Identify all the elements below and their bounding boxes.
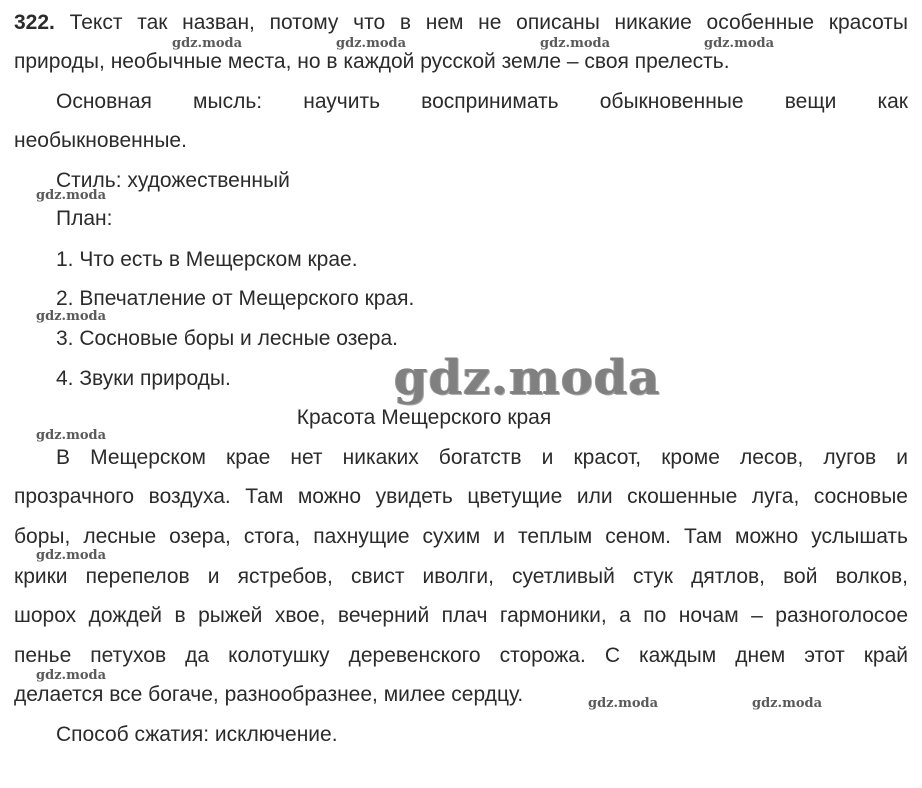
intro-line-2: природы, необычные места, но в каждой русской земле – своя прелесть. — [14, 50, 730, 73]
style-line: Стиль: художественный — [56, 169, 290, 192]
watermark: gdz.moda — [36, 428, 107, 443]
watermark: gdz.moda — [752, 696, 823, 711]
watermark: gdz.moda — [36, 548, 107, 563]
watermark: gdz.moda — [36, 309, 107, 324]
body-line-1: В Мещерском крае нет никаких богатств и красот, кроме лесов, лугов и — [56, 446, 908, 469]
watermark: gdz.moda — [588, 696, 659, 711]
main-idea-line-2: необыкновенные. — [14, 129, 187, 152]
watermark-large: gdz.moda — [394, 350, 661, 406]
watermark: gdz.moda — [172, 36, 243, 51]
plan-item-3: 3. Сосновые боры и лесные озера. — [56, 327, 398, 350]
text-title: Красота Мещерского края — [296, 406, 552, 429]
body-line-5: шорох дождей в рыжей хвое, вечерний плач гармоники, а по ночам – разноголосое — [14, 604, 908, 627]
watermark: gdz.moda — [36, 668, 107, 683]
plan-item-4: 4. Звуки природы. — [56, 367, 231, 390]
intro-line-1 — [14, 10, 908, 36]
body-line-3: боры, лесные озера, стога, пахнущие сухим и теплым сеном. Там можно услышать — [14, 525, 908, 548]
watermark: gdz.moda — [704, 36, 775, 51]
body-line-4: крики перепелов и ястребов, свист иволги, суетливый стук дятлов, вой волков, — [14, 565, 908, 588]
watermark: gdz.moda — [36, 188, 107, 203]
body-line-2: прозрачного воздуха. Там можно увидеть цветущие или скошенные луга, сосновые — [14, 485, 908, 508]
intro-text-1: Текст так назван, потому что в нем не описаны никакие особенные красоты — [69, 11, 908, 34]
plan-label: План: — [56, 207, 113, 230]
plan-item-2: 2. Впечатление от Мещерского края. — [56, 287, 415, 310]
watermark: gdz.moda — [540, 36, 611, 51]
body-line-6: пенье петухов да колотушку деревенского сторожа. С каждым днем этот край — [14, 644, 908, 667]
method-line: Способ сжатия: исключение. — [56, 723, 338, 746]
body-line-7: делается все богаче, разнообразнее, милее сердцу. — [14, 683, 524, 706]
plan-item-1: 1. Что есть в Мещерском крае. — [56, 248, 358, 271]
watermark: gdz.moda — [336, 36, 407, 51]
main-idea-line-1: Основная мысль: научить воспринимать обыкновенные вещи как — [56, 90, 908, 113]
exercise-number: 322. — [14, 11, 55, 34]
